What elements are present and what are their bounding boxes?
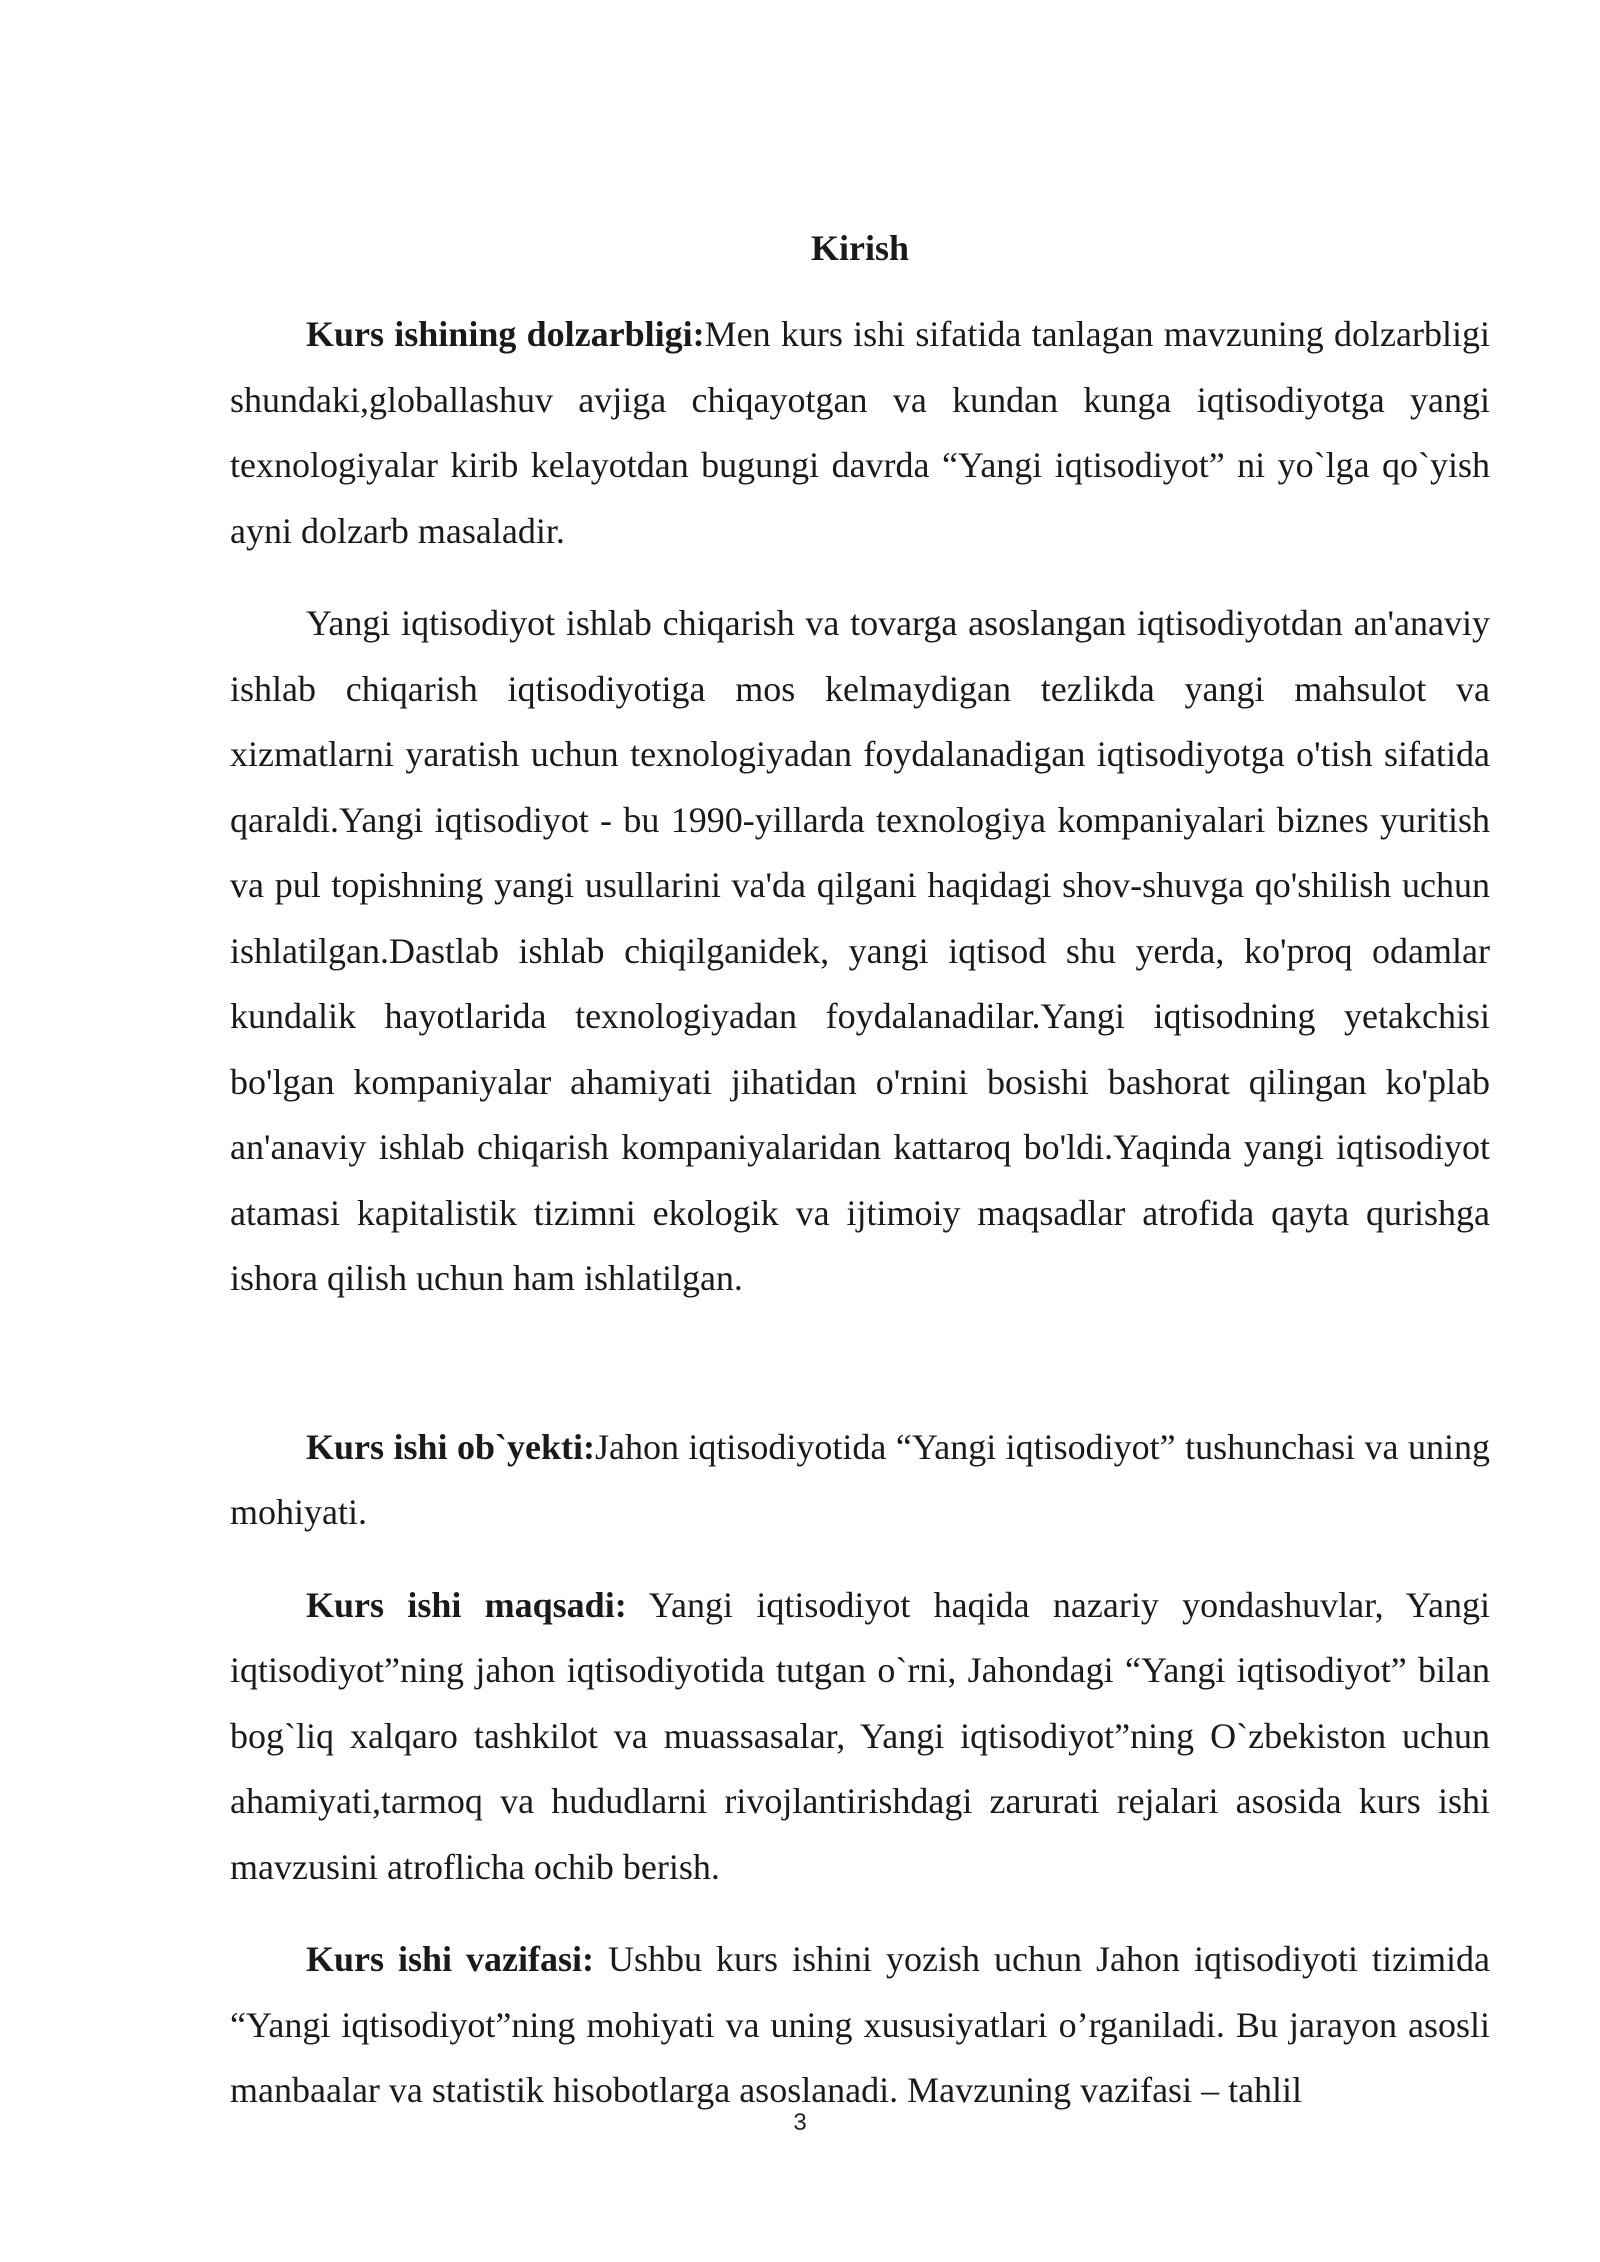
paragraph-new-economy bbox=[230, 591, 1490, 1312]
paragraph-label: Kurs ishi maqsadi: bbox=[306, 1584, 627, 1625]
paragraph-goal bbox=[230, 1573, 1490, 1901]
paragraph-label: Kurs ishi ob`yekti: bbox=[306, 1426, 595, 1467]
page-content bbox=[230, 222, 1490, 2151]
paragraph-text: Yangi iqtisodiyot haqida nazariy yondashuvlar, Yangi iqtisodiyot”ning jahon iqtisodiyotida tutgan o`rni, Jahondagi “Yangi iqtisodiyot” bilan bog`liq xalqaro tashkilot va muassasalar, Yangi iqtisodiyot”ning O`zbekiston uchun ahamiyati,tarmoq va hududlarni rivojlantirishdagi zarurati rejalari asosida kurs ishi mavzusini atroflicha ochib berish. bbox=[230, 1584, 1491, 1887]
paragraph-label: Kurs ishi vazifasi: bbox=[306, 1939, 595, 1979]
paragraph-text: Ushbu kurs ishini yozish uchun Jahon iqtisodiyoti tizimida “Yangi iqtisodiyot”ning mohiyati va uning xususiyatlari o’rganiladi. Bu jarayon asosli manbaalar va statistik hisobotlarga asoslanadi. Mavzuning vazifasi – tahlil bbox=[230, 1939, 1491, 2110]
paragraph-gap bbox=[230, 1339, 1490, 1415]
paragraph-label: Kurs ishining dolzarbligi: bbox=[306, 314, 705, 354]
paragraph-task bbox=[230, 1927, 1490, 2124]
paragraph-relevance bbox=[230, 302, 1490, 564]
section-title: Kirish bbox=[810, 228, 909, 268]
paragraph-object bbox=[230, 1415, 1490, 1546]
paragraph-text: Men kurs ishi sifatida tanlagan mavzuning dolzarbligi shundaki,globallashuv avjiga chiqayotgan va kundan kunga iqtisodiyotga yangi texnologiyalar kirib kelayotdan bugungi davrda “Yangi iqtisodiyot” ni yo`lga qo`yish ayni dolzarb masaladir. bbox=[230, 314, 1490, 551]
page-number: 3 bbox=[793, 2109, 807, 2136]
paragraph-text: Yangi iqtisodiyot ishlab chiqarish va tovarga asoslangan iqtisodiyotdan an'anaviy ishlab chiqarish iqtisodiyotiga mos kelmaydigan tezlikda yangi mahsulot va xizmatlarni yaratish uchun texnologiyadan foydalanadigan iqtisodiyotga o'tish sifatida qaraldi.Yangi iqtisodiyot - bu 1990-yillarda texnologiya kompaniyalari biznes yuritish va pul topishning yangi usullarini va'da qilgani haqidagi shov-shuvga qo'shilish uchun ishlatilgan.Dastlab ishlab chiqilganidek, yangi iqtisod shu yerda, ko'proq odamlar kundalik hayotlarida texnologiyadan foydalanadilar.Yangi iqtisodning yetakchisi bo'lgan kompaniyalar ahamiyati jihatidan o'rnini bosishi bashorat qilingan ko'plab an'anaviy ishlab chiqarish kompaniyalaridan kattaroq bo'ldi.Yaqinda yangi iqtisodiyot atamasi kapitalistik tizimni ekologik va ijtimoiy maqsadlar atrofida qayta qurishga ishora qilish uchun ham ishlatilgan. bbox=[230, 603, 1490, 1298]
paragraph-text: Jahon iqtisodiyotida “Yangi iqtisodiyot” tushunchasi va uning mohiyati. bbox=[230, 1426, 1490, 1532]
